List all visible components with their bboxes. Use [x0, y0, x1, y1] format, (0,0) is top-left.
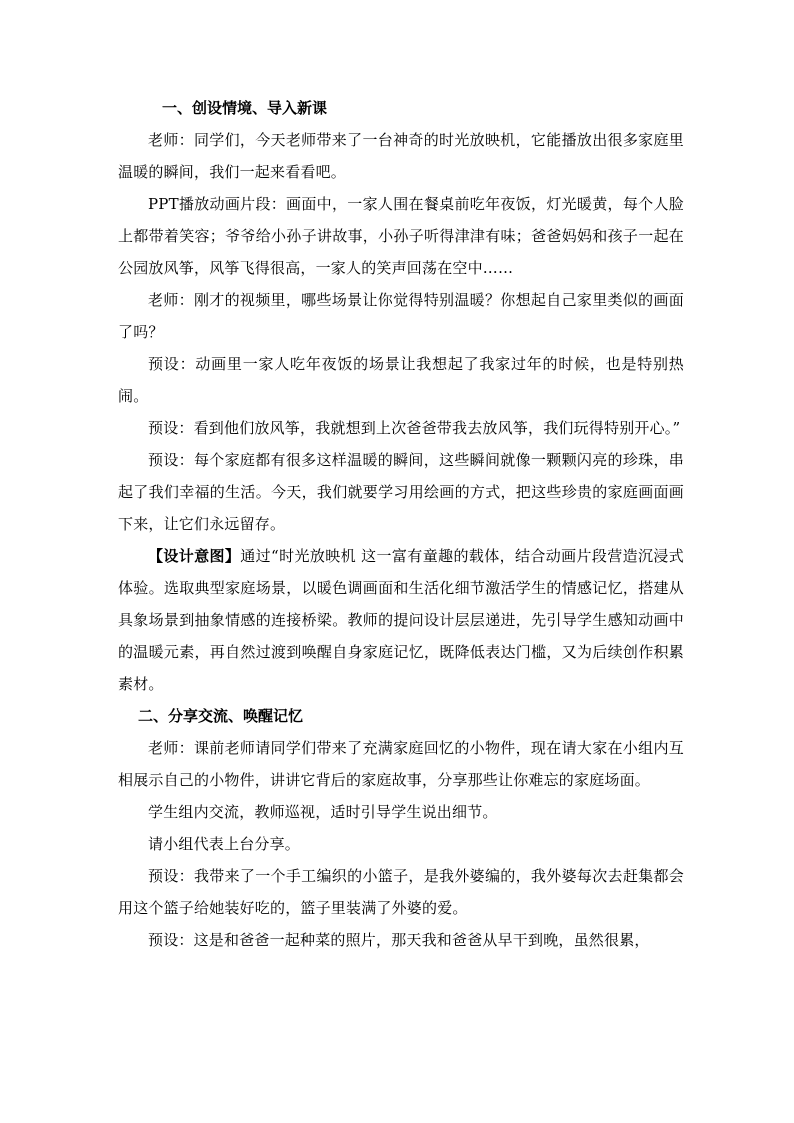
section-1-heading: 一、创设情境、导入新课	[162, 99, 328, 117]
paragraph: PPT播放动画片段：画面中，一家人围在餐桌前吃年夜饭，灯光暖黄，每个人脸上都带着笑容；爷爷给小孙子讲故事，小孙子听得津津有味；爸爸妈妈和孩子一起在公园放风筝，风筝飞得很高，一家人的笑声回荡在空中……	[118, 195, 684, 277]
design-intent-paragraph	[118, 540, 684, 700]
paragraph: 预设：我带来了一个手工编织的小篮子，是我外婆编的，我外婆每次去赶集都会用这个篮子给她装好吃的，篮子里装满了外婆的爱。	[118, 867, 684, 917]
paragraph: 预设：看到他们放风筝，我就想到上次爸爸带我去放风筝，我们玩得特别开心。”	[148, 419, 681, 437]
paragraph: 学生组内交流，教师巡视，适时引导学生说出细节。	[148, 803, 498, 821]
document-page	[118, 92, 684, 956]
paragraph: 老师：课前老师请同学们带来了充满家庭回忆的小物件，现在请大家在小组内互相展示自己的小物件，讲讲它背后的家庭故事，分享那些让你难忘的家庭场面。	[118, 739, 684, 789]
paragraph: 预设：动画里一家人吃年夜饭的场景让我想起了我家过年的时候，也是特别热闹。	[118, 355, 684, 405]
section-2-heading: 二、分享交流、唤醒记忆	[138, 707, 304, 725]
design-intent-text: 通过“时光放映机 这一富有童趣的载体，结合动画片段营造沉浸式体验。选取典型家庭场景，以暖色调画面和生活化细节激活学生的情感记忆，搭建从具象场景到抽象情感的连接桥梁。教师的提问设计层层递进，先引导学生感知动画中的温暖元素，再自然过渡到唤醒自身家庭记忆，既降低表达门槛，又为后续创作积累素材。	[118, 547, 684, 693]
paragraph: 老师：刚才的视频里，哪些场景让你觉得特别温暖？你想起自己家里类似的画面了吗？	[118, 291, 684, 341]
paragraph: 老师：同学们，今天老师带来了一台神奇的时光放映机，它能播放出很多家庭里温暖的瞬间，我们一起来看看吧。	[118, 131, 684, 181]
paragraph: 预设：这是和爸爸一起种菜的照片，那天我和爸爸从早干到晚，虽然很累，	[148, 931, 650, 949]
design-intent-label: 【设计意图】	[148, 547, 241, 565]
paragraph: 请小组代表上台分享。	[148, 835, 301, 853]
paragraph: 预设：每个家庭都有很多这样温暖的瞬间，这些瞬间就像一颗颗闪亮的珍珠，串起了我们幸福的生活。今天，我们就要学习用绘画的方式，把这些珍贵的家庭画面画下来，让它们永远留存。	[118, 451, 684, 533]
